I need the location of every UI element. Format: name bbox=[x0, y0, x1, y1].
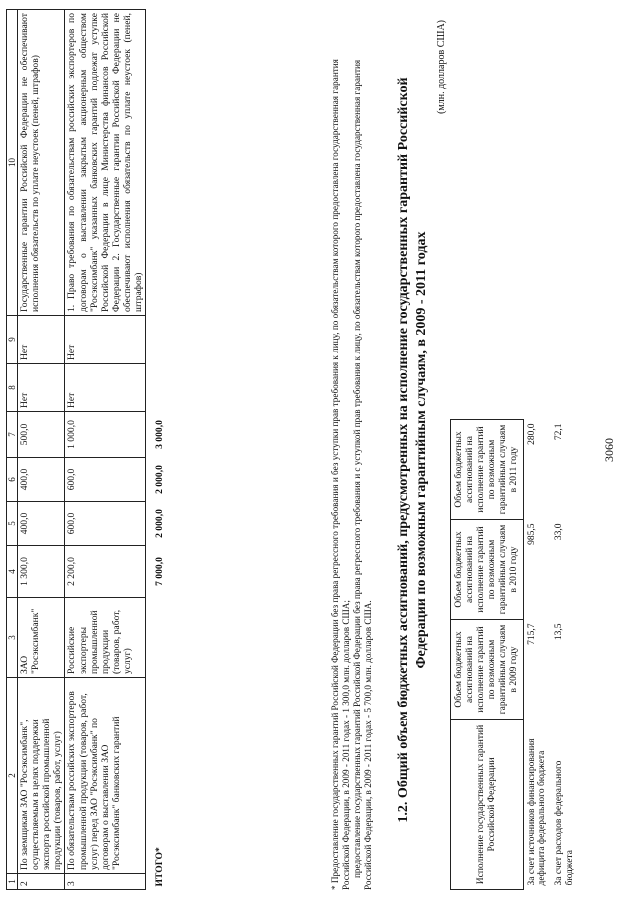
section-heading-line: 1.2. Общий объем бюджетных ассигнований, предусмотренных на исполнение государственных гарантий Российской bbox=[396, 77, 411, 823]
value-2010: 33,0 bbox=[554, 523, 565, 541]
col-number: 3 bbox=[7, 598, 18, 678]
guarantee-conditions: 1. Право требования по обязательствам российских экспортеров по договорам о выставлении закрытым акционерным обществом "Росэксимбанк" указанных банковских гарантий подлежат уступке Российской Федерации в лице Министерства финансов Российской Федерации 2. Государственные гарантии Российской Федерации не обеспечивают исполнения обязательств по уплате неустоек (пеней, штрафов) bbox=[65, 10, 145, 316]
value-2009: 715,7 bbox=[526, 623, 537, 645]
row-label: За счет расходов федерального бюджета bbox=[554, 760, 576, 886]
amount-2009: 600,0 bbox=[65, 502, 145, 546]
column-header: Исполнение государственных гарантий Российской Федерации bbox=[451, 720, 524, 890]
amount-2010: 400,0 bbox=[18, 458, 65, 502]
value-2010: 985,5 bbox=[526, 523, 537, 545]
guarantee-purpose: По обязательствам российских экспортеров промышленной продукции (товаров, работ, услуг) перед ЗАО "Росэксимбанк" по договорам о выставлении ЗАО "Росэксимбанк" банковских гарантий bbox=[65, 678, 145, 874]
section-heading-line: Федерации по возможным гарантийным случаям, в 2009 - 2011 годах bbox=[413, 231, 429, 669]
regress-flag: Нет bbox=[18, 364, 65, 412]
collateral-flag: Нет bbox=[65, 316, 145, 364]
regress-flag: Нет bbox=[65, 364, 145, 412]
col-number: 2 bbox=[7, 678, 18, 874]
table-row bbox=[523, 420, 551, 890]
col-number: 6 bbox=[7, 458, 18, 502]
total-amount: 2 200,0 bbox=[65, 546, 145, 598]
col-number: 9 bbox=[7, 316, 18, 364]
amount-2009: 400,0 bbox=[18, 502, 65, 546]
row-number: 2 bbox=[18, 874, 65, 890]
total-2010: 2 000,0 bbox=[153, 465, 165, 494]
footnote: предоставление государственных гарантий Российской Федерации без права регрессного требования и с уступкой прав требования к лицу, по обязательствам которого предоставлена государственная гарантия Российской Федерации, в 2009 - 2011 годах - 5 700,0 млн. долларов США. bbox=[352, 59, 374, 890]
total-amount: 7 000,0 bbox=[153, 557, 165, 586]
amount-2011: 1 000,0 bbox=[65, 412, 145, 458]
total-2011: 3 000,0 bbox=[153, 420, 165, 449]
amount-2011: 500,0 bbox=[18, 412, 65, 458]
value-2009: 13,5 bbox=[554, 623, 565, 641]
guarantee-purpose: По заемщикам ЗАО "Росэксимбанк", осуществляемым в целях поддержки экспорта российской промышленной продукции (товаров, работ, услуг) bbox=[18, 678, 65, 874]
col-number: 5 bbox=[7, 502, 18, 546]
total-row bbox=[145, 10, 166, 890]
col-number: 8 bbox=[7, 364, 18, 412]
col-number: 1 bbox=[7, 874, 18, 890]
table-row bbox=[18, 10, 65, 890]
col-number: 10 bbox=[7, 10, 18, 316]
guarantee-beneficiary: ЗАО "Росэксимбанк" bbox=[18, 598, 65, 678]
footnote: * Предоставление государственных гарантий Российской Федерации без права регрессного требования и без уступки прав требования к лицу, по обязательствам которого предоставлена государственная гарантия Российской Федерации, в 2009 - 2011 годах - 1 300,0 млн. долларов США; bbox=[330, 59, 352, 890]
page-number: 3060 bbox=[602, 438, 616, 462]
guarantees-table bbox=[6, 9, 166, 890]
row-label: За счет источников финансирования дефицита федерального бюджета bbox=[526, 738, 548, 886]
table-row bbox=[65, 10, 145, 890]
row-number: 3 bbox=[65, 874, 145, 890]
total-label: ИТОГО* bbox=[153, 847, 165, 887]
col-number: 7 bbox=[7, 412, 18, 458]
value-2011: 280,0 bbox=[526, 423, 537, 445]
guarantee-conditions: Государственные гарантии Российской Федерации не обеспечивают исполнения обязательств по уплате неустоек (пеней, штрафов) bbox=[18, 10, 65, 316]
total-2009: 2 000,0 bbox=[153, 509, 165, 538]
units-label: (млн. долларов США) bbox=[436, 20, 447, 114]
column-header: Объем бюджетных ассигнований на исполнение гарантий по возможным гарантийным случаям в 2010 году bbox=[451, 520, 524, 620]
col-number: 4 bbox=[7, 546, 18, 598]
collateral-flag: Нет bbox=[18, 316, 65, 364]
section-heading bbox=[395, 10, 430, 890]
column-header: Объем бюджетных ассигнований на исполнение гарантий по возможным гарантийным случаям в 2011 году bbox=[451, 420, 524, 520]
header-row bbox=[451, 420, 524, 890]
table-row bbox=[551, 420, 579, 890]
guarantee-beneficiary: Российские экспортеры промышленной продукции (товаров, работ, услуг) bbox=[65, 598, 145, 678]
column-header: Объем бюджетных ассигнований на исполнение гарантий по возможным гарантийным случаям в 2009 году bbox=[451, 620, 524, 720]
column-number-row bbox=[7, 10, 18, 890]
allocations-table bbox=[450, 419, 579, 890]
amount-2010: 600,0 bbox=[65, 458, 145, 502]
value-2011: 72,1 bbox=[554, 423, 565, 441]
footnotes bbox=[330, 20, 374, 890]
total-amount: 1 300,0 bbox=[18, 546, 65, 598]
